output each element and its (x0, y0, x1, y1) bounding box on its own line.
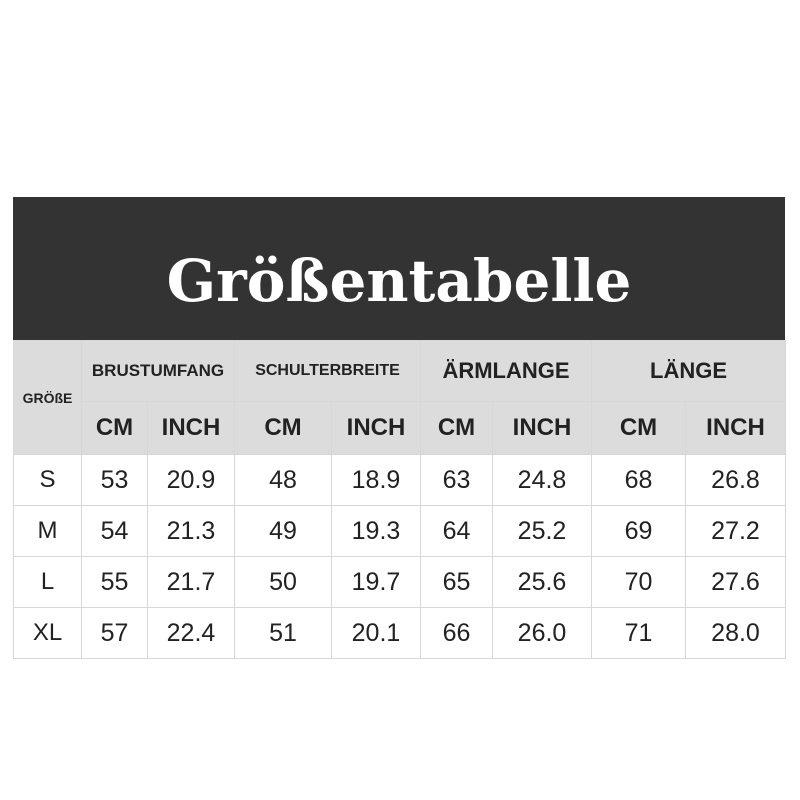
table-cell: 21.3 (148, 506, 235, 557)
header-unit-inch: INCH (493, 402, 592, 455)
table-cell: 66 (421, 608, 493, 659)
table-cell: 64 (421, 506, 493, 557)
table-row (14, 455, 786, 506)
header-row-units (14, 402, 786, 455)
table-cell: 25.6 (493, 557, 592, 608)
table-cell: 57 (82, 608, 148, 659)
table-cell: 26.0 (493, 608, 592, 659)
table-cell: 49 (235, 506, 332, 557)
table-row (14, 557, 786, 608)
table-cell: 24.8 (493, 455, 592, 506)
title-bar (13, 197, 785, 340)
header-unit-cm: CM (592, 402, 686, 455)
table-cell: 54 (82, 506, 148, 557)
table-cell: 20.1 (332, 608, 421, 659)
size-chart (13, 197, 785, 653)
header-unit-cm: CM (235, 402, 332, 455)
size-table (13, 340, 786, 659)
table-cell: 18.9 (332, 455, 421, 506)
header-size: GRÖßE (14, 341, 82, 455)
table-cell: 27.2 (686, 506, 786, 557)
size-cell: XL (14, 608, 82, 659)
header-unit-inch: INCH (148, 402, 235, 455)
header-laenge: LÄNGE (592, 341, 786, 402)
table-cell: 27.6 (686, 557, 786, 608)
header-row-groups (14, 341, 786, 402)
chart-title: Größentabelle (166, 247, 632, 315)
table-cell: 21.7 (148, 557, 235, 608)
header-unit-inch: INCH (332, 402, 421, 455)
header-brustumfang: BRUSTUMFANG (82, 341, 235, 402)
size-cell: S (14, 455, 82, 506)
table-cell: 22.4 (148, 608, 235, 659)
table-cell: 48 (235, 455, 332, 506)
table-cell: 20.9 (148, 455, 235, 506)
table-body (14, 455, 786, 659)
table-cell: 71 (592, 608, 686, 659)
header-schulterbreite: SCHULTERBREITE (235, 341, 421, 402)
size-cell: M (14, 506, 82, 557)
table-cell: 51 (235, 608, 332, 659)
header-unit-cm: CM (82, 402, 148, 455)
table-cell: 25.2 (493, 506, 592, 557)
table-row (14, 506, 786, 557)
table-cell: 19.7 (332, 557, 421, 608)
header-unit-inch: INCH (686, 402, 786, 455)
table-cell: 50 (235, 557, 332, 608)
size-cell: L (14, 557, 82, 608)
table-cell: 19.3 (332, 506, 421, 557)
table-cell: 68 (592, 455, 686, 506)
header-armlange: ÄRMLANGE (421, 341, 592, 402)
table-cell: 63 (421, 455, 493, 506)
table-header (14, 341, 786, 455)
header-unit-cm: CM (421, 402, 493, 455)
table-cell: 69 (592, 506, 686, 557)
table-cell: 65 (421, 557, 493, 608)
table-cell: 53 (82, 455, 148, 506)
table-row (14, 608, 786, 659)
table-cell: 28.0 (686, 608, 786, 659)
table-cell: 26.8 (686, 455, 786, 506)
table-cell: 55 (82, 557, 148, 608)
table-cell: 70 (592, 557, 686, 608)
